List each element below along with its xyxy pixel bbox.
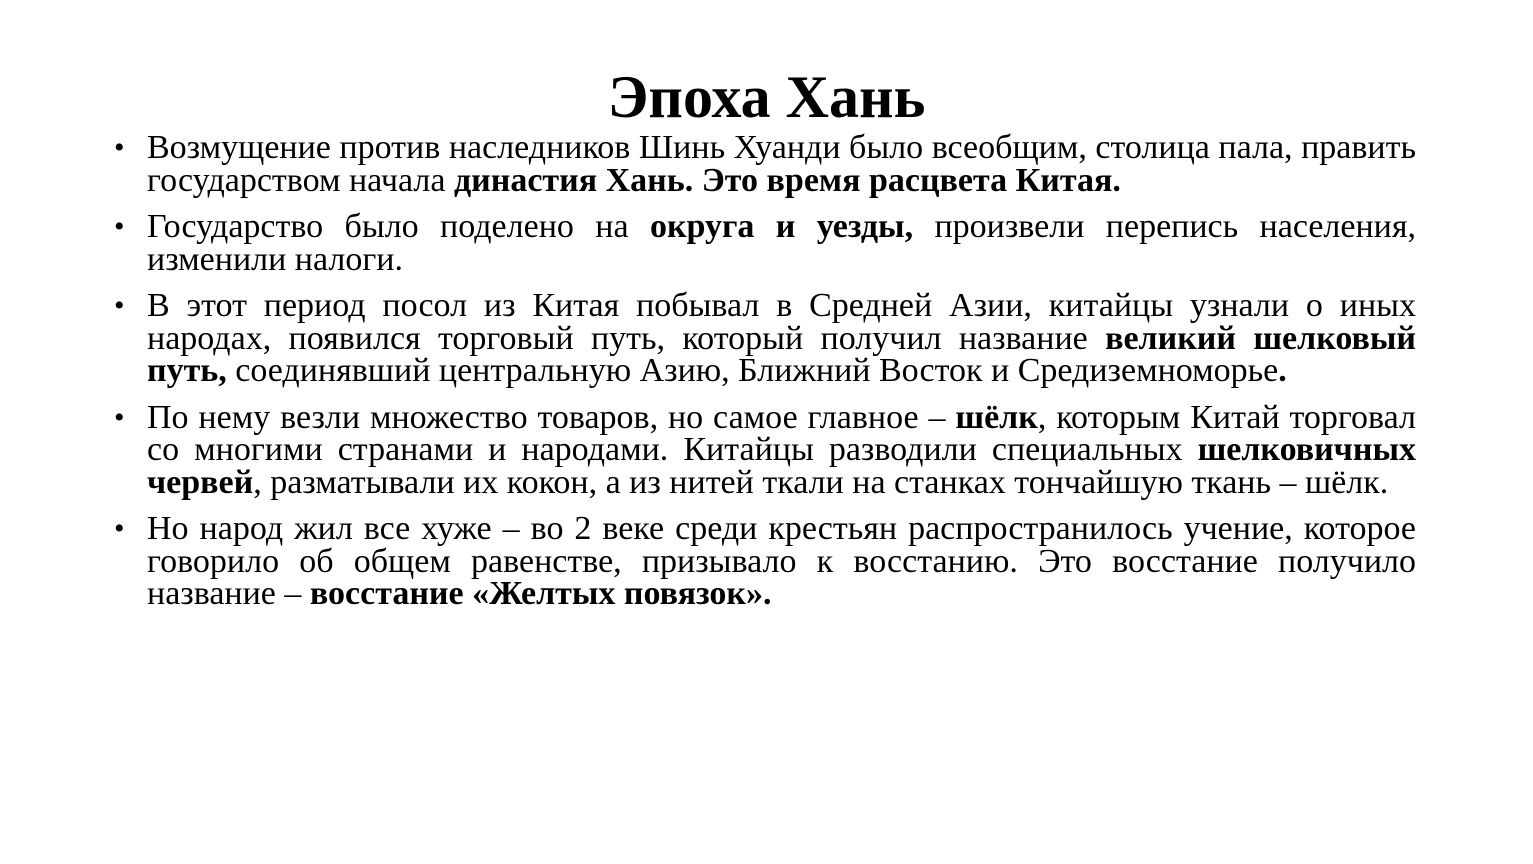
bullet-text <box>147 287 1416 389</box>
text-segment: соединявший центральную Азию, Ближний Восток и Средиземноморье <box>226 352 1279 389</box>
bold-text-segment: округа и уезды, <box>649 208 914 245</box>
bullet-item <box>110 510 1416 612</box>
bullet-text <box>147 510 1416 612</box>
bullet-item <box>110 398 1416 501</box>
bold-text-segment: шелковичных червей <box>147 431 1416 501</box>
text-segment: Но народ жил все хуже – во 2 веке среди крестьян распространилось учение, которое говорило об общем равенстве, призывало к восстанию. Это восстание получило название – <box>147 510 1416 612</box>
bullet-text <box>147 399 1416 501</box>
bullet-list <box>110 129 1416 625</box>
bold-text-segment: восстание «Желтых повязок». <box>309 575 772 612</box>
text-segment: , которым Китай торговал со многими странами и народами. Китайцы разводили специальных <box>147 398 1416 468</box>
bullet-marker: • <box>114 400 125 434</box>
bullet-marker: • <box>114 289 125 322</box>
text-segment: По нему везли множество товаров, но самое главное – <box>147 398 956 436</box>
bold-text-segment: великий шелковый путь, <box>147 319 1416 389</box>
bold-text-segment: . <box>1278 352 1287 389</box>
bullet-text <box>147 129 1416 199</box>
text-segment: произвели перепись населения, изменили налоги. <box>147 208 1416 278</box>
bullet-item <box>110 208 1416 278</box>
bullet-item <box>110 287 1416 389</box>
text-segment: В этот период посол из Китая побывал в Средней Азии, китайцы узнали о иных народах, появился торговый путь, который получил название <box>147 287 1416 357</box>
bullet-marker: • <box>114 131 125 164</box>
bold-text-segment: шёлк <box>955 398 1038 436</box>
bold-text-segment: династия Хань. Это время расцвета Китая. <box>453 161 1121 199</box>
bullet-marker: • <box>114 210 125 243</box>
bullet-marker: • <box>114 512 125 545</box>
bullet-item <box>110 129 1416 199</box>
slide-title: Эпоха Хань <box>607 64 926 130</box>
text-segment: Государство было поделено на <box>147 208 650 245</box>
text-segment: , разматывали их кокон, а из нитей ткали на станках тончайшую ткань – шёлк. <box>253 463 1389 501</box>
bullet-text <box>147 208 1416 278</box>
text-segment: Возмущение против наследников Шинь Хуанди было всеобщим, столица пала, править государством начала <box>147 129 1416 199</box>
